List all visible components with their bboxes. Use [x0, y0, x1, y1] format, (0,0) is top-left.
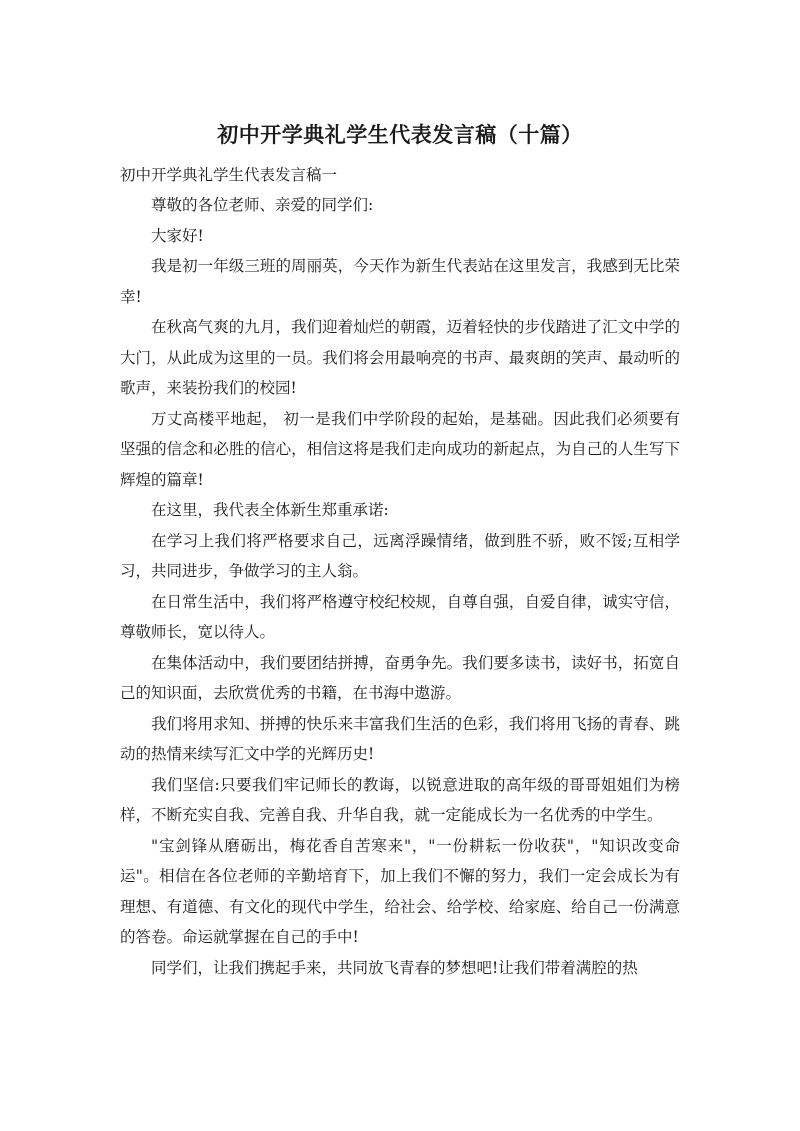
- paragraph: 在学习上我们将严格要求自己，远离浮躁情绪，做到胜不骄，败不馁;互相学习，共同进步，争做学习的主人翁。: [120, 531, 680, 580]
- document-body: [120, 160, 680, 983]
- paragraph: "宝剑锋从磨砺出，梅花香自苦寒来"，"一份耕耘一份收获"，"知识改变命运"。相信在各位老师的辛勤培育下，加上我们不懈的努力，我们一定会成长为有理想、有道德、有文化的现代中学生，给社会、给学校、给家庭、给自己一份满意的答卷。命运就掌握在自己的手中!: [120, 836, 680, 946]
- paragraph: 我们将用求知、拼搏的快乐来丰富我们生活的色彩，我们将用飞扬的青春、跳动的热情来续写汇文中学的光辉历史!: [120, 714, 680, 763]
- paragraph-salutation: 尊敬的各位老师、亲爱的同学们:: [151, 196, 374, 214]
- paragraph: 在日常生活中，我们将严格遵守校纪校规，自尊自强，自爱自律，诚实守信，尊敬师长，宽以待人。: [120, 592, 680, 641]
- paragraph: 在这里，我代表全体新生郑重承诺:: [151, 501, 389, 519]
- paragraph: 我是初一年级三班的周丽英，今天作为新生代表站在这里发言，我感到无比荣幸!: [120, 257, 680, 306]
- paragraph: 同学们，让我们携起手来，共同放飞青春的梦想吧!让我们带着满腔的热: [151, 958, 638, 977]
- paragraph: 万丈高楼平地起， 初一是我们中学阶段的起始，是基础。因此我们必须要有坚强的信念和必胜的信心，相信这将是我们走向成功的新起点，为自己的人生写下辉煌的篇章!: [120, 409, 680, 489]
- paragraph: 我们坚信:只要我们牢记师长的教诲，以锐意进取的高年级的哥哥姐姐们为榜样，不断充实自我、完善自我、升华自我，就一定能成长为一名优秀的中学生。: [120, 775, 680, 824]
- paragraph: 在秋高气爽的九月，我们迎着灿烂的朝霞，迈着轻快的步伐踏进了汇文中学的大门，从此成为这里的一员。我们将会用最响亮的书声、最爽朗的笑声、最动听的歌声，来装扮我们的校园!: [120, 318, 680, 397]
- section-subtitle: 初中开学典礼学生代表发言稿一: [120, 166, 338, 184]
- paragraph: 在集体活动中，我们要团结拼搏，奋勇争先。我们要多读书，读好书，拓宽自己的知识面，去欣赏优秀的书籍，在书海中遨游。: [120, 653, 680, 702]
- document-title: 初中开学典礼学生代表发言稿（十篇）: [217, 123, 583, 147]
- paragraph-greeting: 大家好!: [151, 226, 204, 245]
